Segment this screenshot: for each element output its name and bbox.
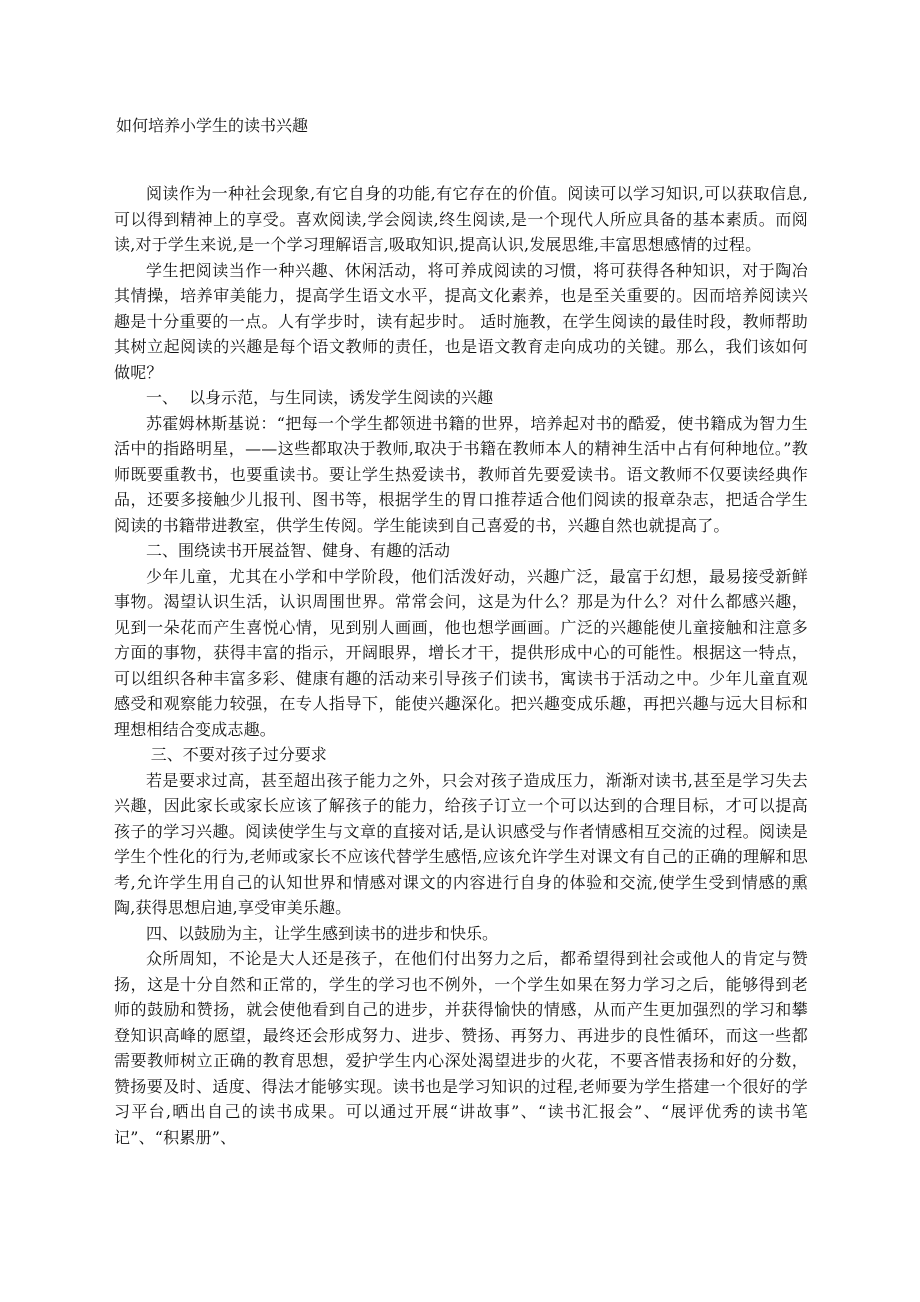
section-heading: 四、以鼓励为主，让学生感到读书的进步和快乐。 <box>146 923 499 943</box>
section-heading: 一、 以身示范，与生同读，诱发学生阅读的兴趣 <box>146 388 494 407</box>
paragraph: 学生把阅读当作一种兴趣、休闲活动，将可养成阅读的习惯，将可获得各种知识，对于陶冶其情操，培养审美能力，提高学生语文水平，提高文化素养，也是至关重要的。因而培养阅读兴趣是十分重要的一点。人有学步时，读有起步时。 适时施教，在学生阅读的最佳时段，教师帮助其树立起阅读的兴趣是每个语文教师的责任，也是语文教育走向成功的关键。那么，我们该如何做呢？ <box>114 260 808 382</box>
paragraph: 少年儿童，尤其在小学和中学阶段，他们活泼好动，兴趣广泛，最富于幻想，最易接受新鲜事物。渴望认识生活，认识周围世界。常常会问，这是为什么？那是为什么？对什么都感兴趣，见到一朵花而产生喜悦心情，见到别人画画，他也想学画画。广泛的兴趣能使儿童接触和注意多方面的事物，获得丰富的指示，开阔眼界，增长才干，提供形成中心的可能性。根据这一特点，可以组织各种丰富多彩、健康有趣的活动来引导孩子们读书，寓读书于活动之中。少年儿童直观感受和观察能力较强，在专人指导下，能使兴趣深化。把兴趣变成乐趣，再把兴趣与远大目标和理想相结合变成志趣。 <box>114 566 808 739</box>
paragraph: 众所周知，不论是大人还是孩子，在他们付出努力之后，都希望得到社会或他人的肯定与赞扬，这是十分自然和正常的，学生的学习也不例外，一个学生如果在努力学习之后，能够得到老师的鼓励和赞扬，就会使他看到自己的进步，并获得愉快的情感，从而产生更加强烈的学习和攀登知识高峰的愿望，最终还会形成努力、进步、赞扬、再努力、再进步的良性循环，而这一些都需要教师树立正确的教育思想，爱护学生内心深处渴望进步的火花，不要吝惜表扬和好的分数，赞扬要及时、适度、得法才能够实现。读书也是学习知识的过程,老师要为学生搭建一个很好的学习平台,晒出自己的读书成果。可以通过开展“讲故事”、“读书汇报会”、“展评优秀的读书笔记”、“积累册”、 <box>114 949 808 1147</box>
document-title: 如何培养小学生的读书兴趣 <box>116 116 309 135</box>
paragraph: 若是要求过高，甚至超出孩子能力之外，只会对孩子造成压力，渐渐对读书,甚至是学习失去兴趣，因此家长或家长应该了解孩子的能力，给孩子订立一个可以达到的合理目标，才可以提高孩子的学习兴趣。阅读使学生与文章的直接对话,是认识感受与作者情感相互交流的过程。阅读是学生个性化的行为,老师或家长不应该代替学生感悟,应该允许学生对课文有自己的正确的理解和思考,允许学生用自己的认知世界和情感对课文的内容进行自身的体验和交流,使学生受到情感的熏陶,获得思想启迪,享受审美乐趣。 <box>114 770 808 917</box>
document-body <box>114 181 808 1150</box>
section-heading: 二、围绕读书开展益智、健身、有趣的活动 <box>146 541 451 560</box>
paragraph: 苏霍姆林斯基说：“把每一个学生都领进书籍的世界，培养起对书的酷爱，使书籍成为智力生活中的指路明星，——这些都取决于教师,取决于书籍在教师本人的精神生活中占有何种地位。”教师既要重教书，也要重读书。要让学生热爱读书，教师首先要爱读书。语文教师不仅要读经典作品，还要多接触少儿报刊、图书等，根据学生的胃口推荐适合他们阅读的报章杂志，把适合学生阅读的书籍带进教室，供学生传阅。学生能读到自己喜爱的书，兴趣自然也就提高了。 <box>114 413 808 535</box>
paragraph: 阅读作为一种社会现象,有它自身的功能,有它存在的价值。阅读可以学习知识,可以获取信息,可以得到精神上的享受。喜欢阅读,学会阅读,终生阅读,是一个现代人所应具备的基本素质。而阅读,对于学生来说,是一个学习理解语言,吸取知识,提高认识,发展思维,丰富思想感情的过程。 <box>114 184 808 254</box>
section-heading: 三、不要对孩子过分要求 <box>150 745 327 764</box>
